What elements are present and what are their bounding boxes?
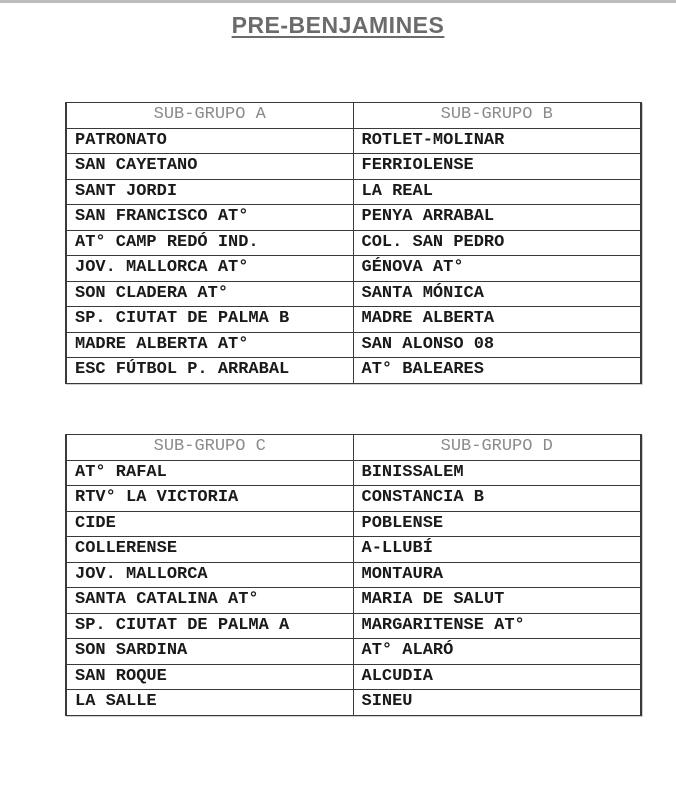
table-row: [66, 205, 641, 231]
team-name-cell: POBLENSE: [353, 511, 641, 537]
team-name-cell: MADRE ALBERTA AT°: [66, 332, 353, 358]
team-name-cell: CONSTANCIA B: [353, 486, 641, 512]
table-row: [66, 281, 641, 307]
table-row: [66, 537, 641, 563]
team-name-cell: RTV° LA VICTORIA: [66, 486, 353, 512]
team-name-cell: AT° CAMP REDÓ IND.: [66, 230, 353, 256]
table-row: [66, 307, 641, 333]
table-row: [66, 179, 641, 205]
team-name-cell: JOV. MALLORCA AT°: [66, 256, 353, 282]
team-name-cell: SAN FRANCISCO AT°: [66, 205, 353, 231]
team-name-cell: JOV. MALLORCA: [66, 562, 353, 588]
team-name-cell: FERRIOLENSE: [353, 154, 641, 180]
table-row: [66, 230, 641, 256]
table-row: [66, 256, 641, 282]
table-row: [66, 664, 641, 690]
team-name-cell: MARGARITENSE AT°: [353, 613, 641, 639]
groups-table-cd: [65, 434, 642, 716]
team-name-cell: PENYA ARRABAL: [353, 205, 641, 231]
table-row: [66, 588, 641, 614]
table-row: [66, 613, 641, 639]
team-name-cell: MADRE ALBERTA: [353, 307, 641, 333]
team-name-cell: PATRONATO: [66, 128, 353, 154]
team-name-cell: ALCUDIA: [353, 664, 641, 690]
table-row: [66, 460, 641, 486]
table-row: [66, 358, 641, 384]
table-row: [66, 562, 641, 588]
team-name-cell: MARIA DE SALUT: [353, 588, 641, 614]
team-name-cell: MONTAURA: [353, 562, 641, 588]
team-name-cell: CIDE: [66, 511, 353, 537]
column-header-subgroup: SUB-GRUPO C: [66, 435, 353, 461]
team-name-cell: SAN ROQUE: [66, 664, 353, 690]
table-row: [66, 690, 641, 716]
header-row: [66, 435, 641, 461]
team-name-cell: SANTA CATALINA AT°: [66, 588, 353, 614]
team-name-cell: SANTA MÓNICA: [353, 281, 641, 307]
team-name-cell: SAN CAYETANO: [66, 154, 353, 180]
team-name-cell: COLLERENSE: [66, 537, 353, 563]
column-header-subgroup: SUB-GRUPO D: [353, 435, 641, 461]
team-name-cell: SP. CIUTAT DE PALMA A: [66, 613, 353, 639]
team-name-cell: SAN ALONSO 08: [353, 332, 641, 358]
header-row: [66, 103, 641, 129]
team-name-cell: COL. SAN PEDRO: [353, 230, 641, 256]
table-body: [66, 128, 641, 383]
top-rule: [0, 0, 676, 3]
team-name-cell: SP. CIUTAT DE PALMA B: [66, 307, 353, 333]
team-name-cell: GÉNOVA AT°: [353, 256, 641, 282]
team-name-cell: SON SARDINA: [66, 639, 353, 665]
column-header-subgroup: SUB-GRUPO A: [66, 103, 353, 129]
team-name-cell: ESC FÚTBOL P. ARRABAL: [66, 358, 353, 384]
groups-table-ab: [65, 102, 642, 384]
table-row: [66, 332, 641, 358]
team-name-cell: AT° RAFAL: [66, 460, 353, 486]
team-name-cell: SANT JORDI: [66, 179, 353, 205]
table-row: [66, 154, 641, 180]
team-name-cell: ROTLET-MOLINAR: [353, 128, 641, 154]
team-name-cell: LA REAL: [353, 179, 641, 205]
team-name-cell: LA SALLE: [66, 690, 353, 716]
table-row: [66, 511, 641, 537]
team-name-cell: SON CLADERA AT°: [66, 281, 353, 307]
table-row: [66, 639, 641, 665]
column-header-subgroup: SUB-GRUPO B: [353, 103, 641, 129]
team-name-cell: SINEU: [353, 690, 641, 716]
table-body: [66, 460, 641, 715]
table-row: [66, 128, 641, 154]
table-header: [66, 103, 641, 129]
team-name-cell: AT° BALEARES: [353, 358, 641, 384]
team-name-cell: A-LLUBÍ: [353, 537, 641, 563]
team-name-cell: AT° ALARÓ: [353, 639, 641, 665]
team-name-cell: BINISSALEM: [353, 460, 641, 486]
page-title: PRE-BENJAMINES: [231, 12, 445, 38]
table-header: [66, 435, 641, 461]
table-row: [66, 486, 641, 512]
